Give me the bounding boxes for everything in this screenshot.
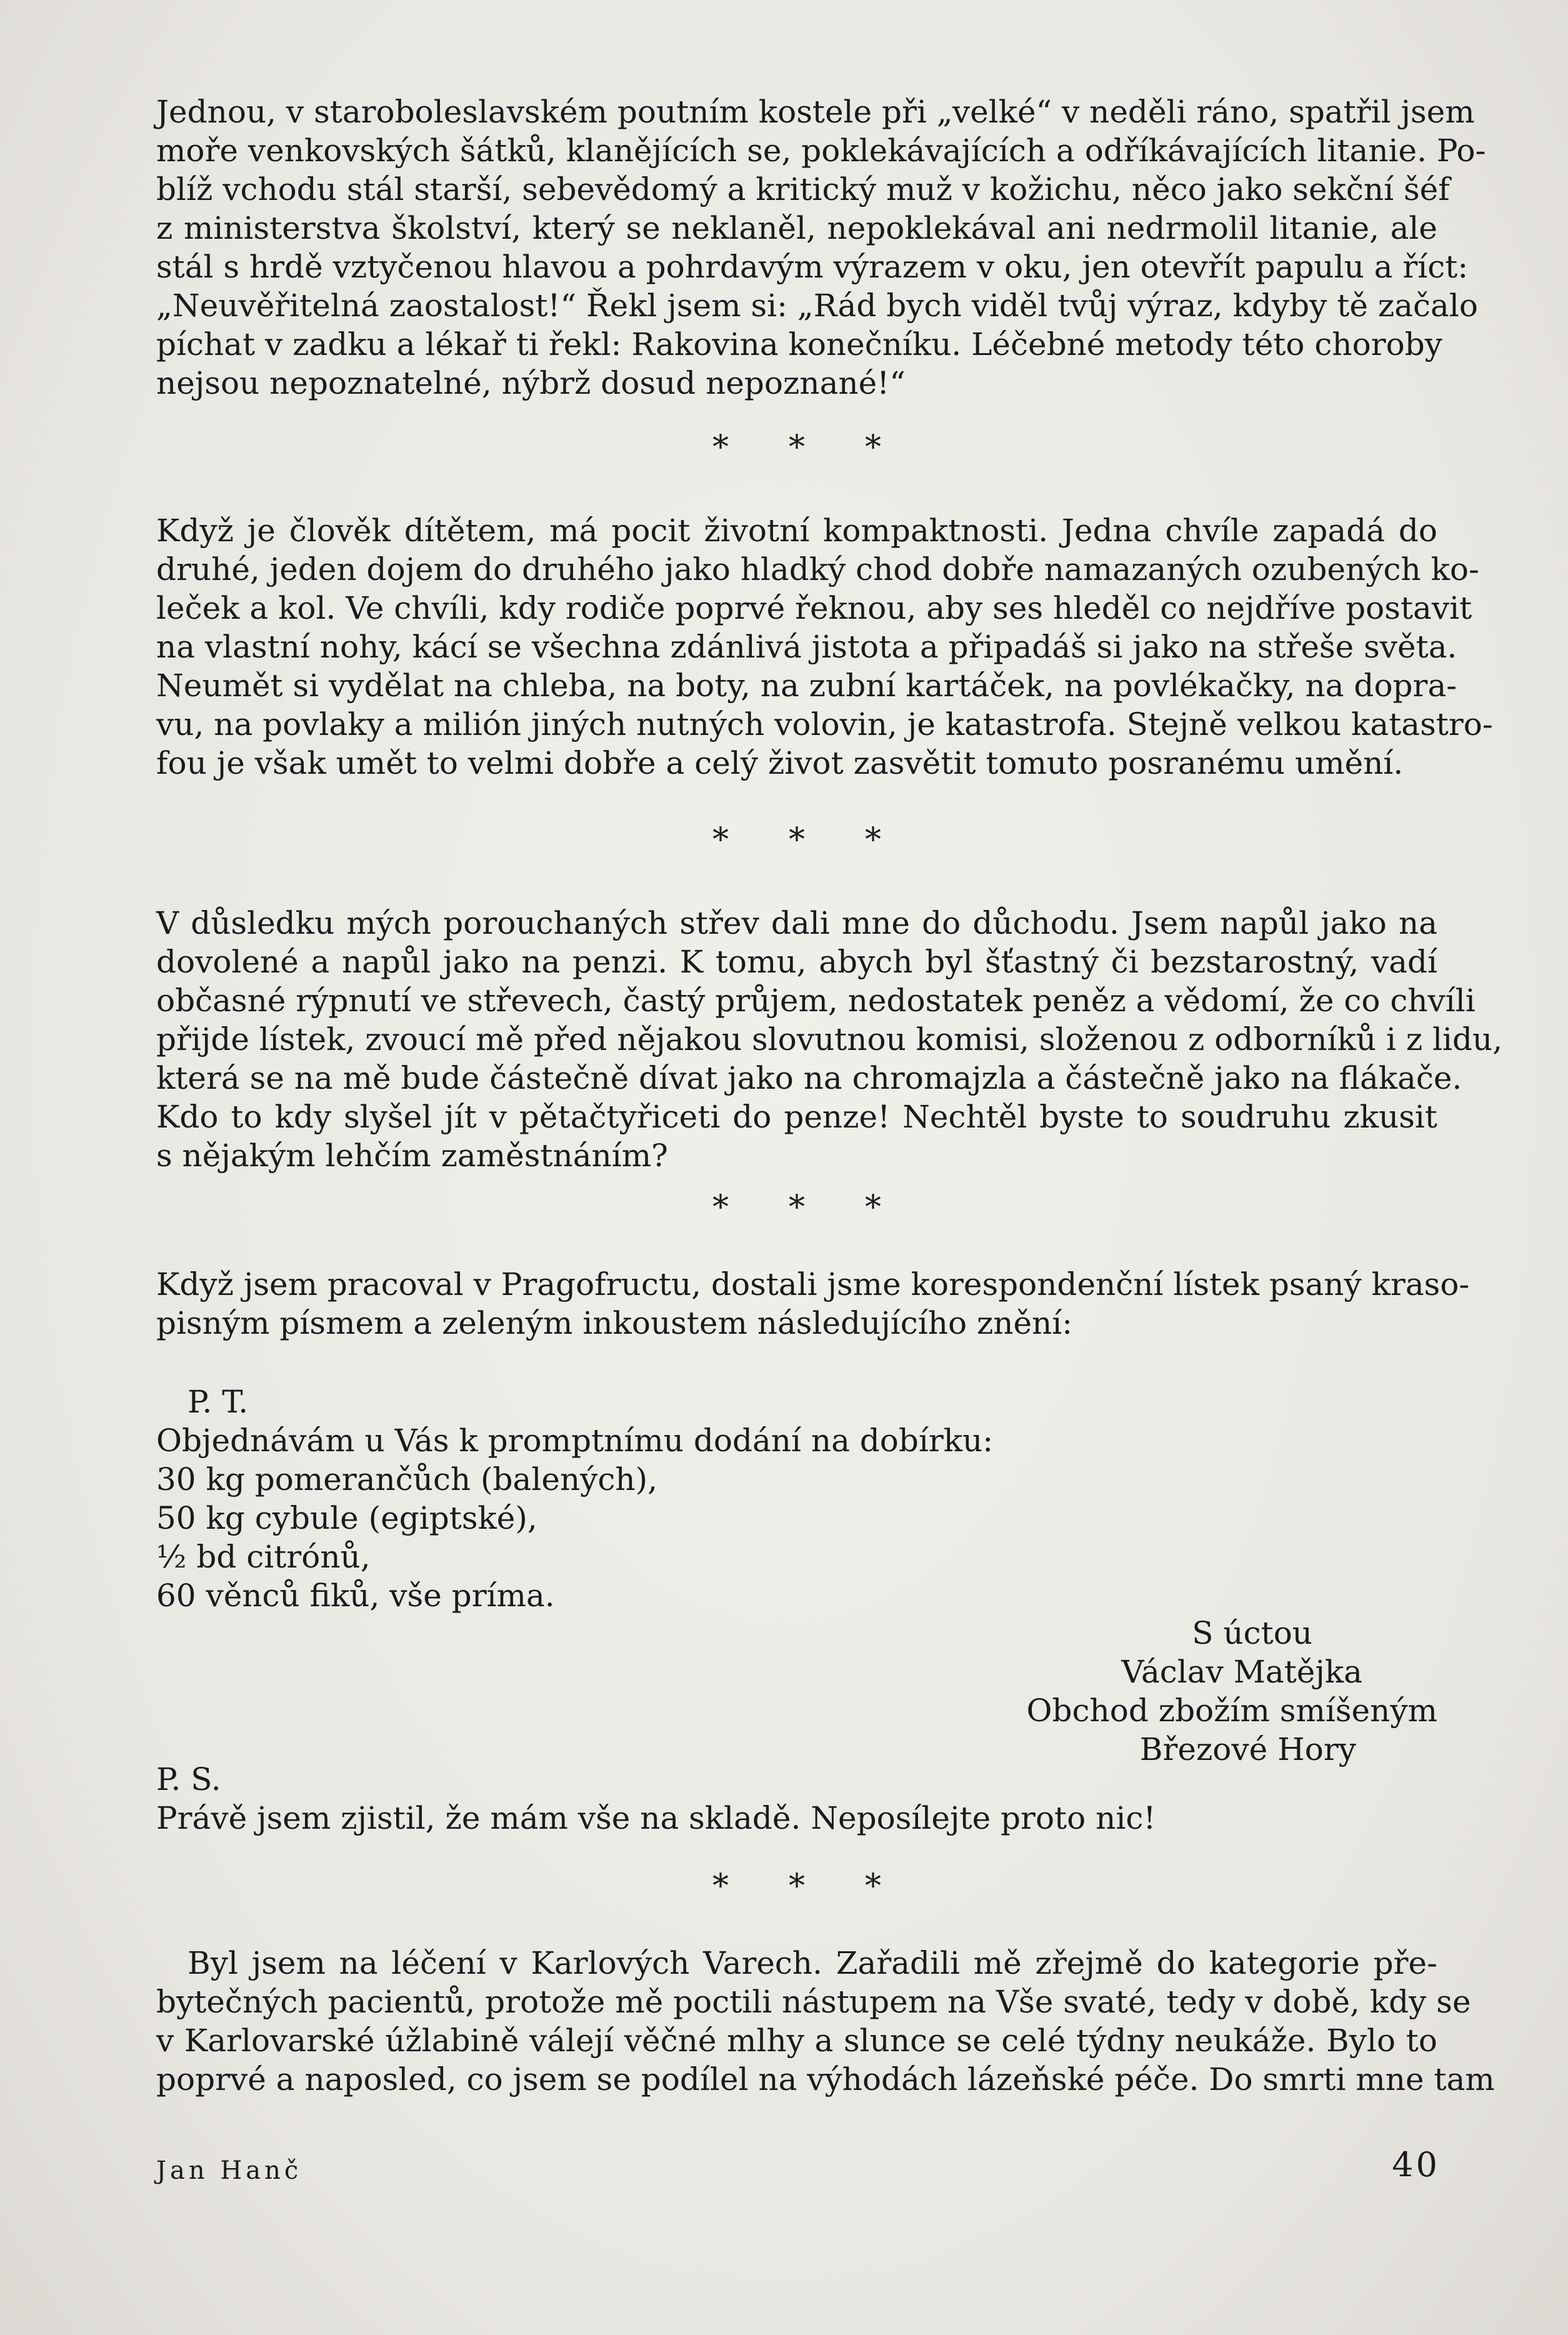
text-line: píchat v zadku a lékař ti řekl: Rakovina konečníku. Léčebné metody této choroby — [156, 326, 1442, 362]
letter-line: 50 kg cybule (egiptské), — [156, 1500, 537, 1536]
text-line: stál s hrdě vztyčenou hlavou a pohrdavým výrazem v oku, jen otevřít papulu a říct: — [156, 249, 1469, 285]
star: * — [712, 1868, 729, 1905]
postscript-label: P. S. — [156, 1761, 221, 1798]
signature-line: Václav Matějka — [1121, 1654, 1362, 1690]
text-line: druhé, jeden dojem do druhého jako hladký chod dobře namazaných ozubených ko- — [156, 551, 1479, 588]
paragraph-detstvi — [156, 511, 1493, 782]
paragraph-kostel — [156, 92, 1486, 402]
letter-line: ½ bd citrónů, — [156, 1539, 371, 1575]
section-separator — [156, 821, 1437, 859]
signature-line: Březové Hory — [1139, 1731, 1356, 1768]
signature-line: S úctou — [1192, 1615, 1312, 1651]
text-line: Kdo to kdy slyšel jít v pětačtyřiceti do penze! Nechtěl byste to soudruhu zkusit — [156, 1099, 1437, 1135]
text-line: Když je člověk dítětem, má pocit životní kompaktnosti. Jedna chvíle zapadá do — [156, 512, 1437, 549]
text-line: která se na mě bude částečně dívat jako na chromajzla a částečně jako na flákače. — [156, 1060, 1462, 1096]
postscript — [156, 1760, 1437, 1838]
text-line: poprvé a naposled, co jsem se podílel na výhodách lázeňské péče. Do smrti mne tam — [156, 2061, 1495, 2098]
text-line: nejsou nepoznatelné, nýbrž dosud nepoznané!“ — [156, 365, 906, 401]
star: * — [789, 1189, 805, 1226]
star: * — [712, 429, 729, 466]
text-line: fou je však umět to velmi dobře a celý život zasvětit tomuto posranému umění. — [156, 745, 1404, 781]
text-line: leček a kol. Ve chvíli, kdy rodiče poprvé řeknou, aby ses hleděl co nejdříve postavit — [156, 590, 1472, 626]
paragraph-pragofruct — [156, 1265, 1470, 1342]
section-separator — [156, 1868, 1437, 1905]
text-line: vu, na povlaky a milión jiných nutných volovin, je katastrofa. Stejně velkou katastro- — [156, 706, 1493, 742]
text-line: dovolené a napůl jako na penzi. K tomu, abych byl šťastný či bezstarostný, vadí — [156, 944, 1437, 980]
letter-line: Objednávám u Vás k promptnímu dodání na dobírku: — [156, 1422, 994, 1459]
text-line: Byl jsem na léčení v Karlových Varech. Zařadili mě zřejmě do kategorie pře- — [187, 1945, 1437, 1981]
star: * — [789, 429, 805, 466]
text-line: z ministerstva školství, který se neklaněl, nepoklekával ani nedrmolil litanie, ale — [156, 210, 1437, 246]
star: * — [712, 1189, 729, 1226]
star: * — [789, 1868, 805, 1905]
text-line: pisným písmem a zeleným inkoustem následujícího znění: — [156, 1305, 1073, 1341]
text-line: „Neuvěřitelná zaostalost!“ Řekl jsem si: „Rád bych viděl tvůj výraz, kdyby tě začalo — [156, 288, 1478, 324]
text-line: Neumět si vydělat na chleba, na boty, na zubní kartáček, na povlékačky, na dopra- — [156, 668, 1457, 704]
section-separator — [156, 1189, 1437, 1226]
text-line: V důsledku mých porouchaných střev dali mne do důchodu. Jsem napůl jako na — [156, 905, 1437, 941]
text-line: občasné rýpnutí ve střevech, častý průjem, nedostatek peněz a vědomí, že co chvíli — [156, 982, 1476, 1019]
text-line: s nějakým lehčím zaměstnáním? — [156, 1138, 668, 1174]
section-separator — [156, 429, 1437, 466]
text-line: Když jsem pracoval v Pragofructu, dostali jsme korespondenční lístek psaný kraso- — [156, 1266, 1470, 1302]
text-line: bytečných pacientů, protože mě poctili nástupem na Vše svaté, tedy v době, kdy se — [156, 1984, 1471, 2020]
star: * — [865, 1868, 881, 1905]
text-line: Jednou, v staroboleslavském poutním kostele při „velké“ v neděli ráno, spatřil jsem — [156, 94, 1475, 130]
star: * — [865, 1189, 881, 1226]
paragraph-karlovy-vary — [156, 1944, 1495, 2099]
text-line: v Karlovarské úžlabině válejí věčné mlhy a slunce se celé týdny neukáže. Bylo to — [156, 2022, 1437, 2059]
footer-author: Jan Hanč — [156, 2156, 302, 2185]
letter-line: 60 věnců fiků, vše príma. — [156, 1578, 555, 1614]
star: * — [865, 821, 881, 859]
text-line: blíž vchodu stál starší, sebevědomý a kritický muž v kožichu, něco jako sekční šéf — [156, 171, 1450, 208]
text-line: přijde lístek, zvoucí mě před nějakou slovutnou komisi, složenou z odborníků i z lidu, — [156, 1021, 1503, 1058]
postscript-text: Právě jsem zjistil, že mám vše na skladě. Neposílejte proto nic! — [156, 1800, 1156, 1836]
page-number: 40 — [1392, 2145, 1440, 2184]
paragraph-duchod — [156, 904, 1503, 1175]
star: * — [865, 429, 881, 466]
star: * — [712, 821, 729, 859]
quoted-letter — [156, 1382, 1437, 1615]
text-line: na vlastní nohy, kácí se všechna zdánlivá jistota a připadáš si jako na střeše světa. — [156, 629, 1457, 665]
signature-line: Obchod zbožím smíšeným — [1026, 1692, 1437, 1729]
star: * — [789, 821, 805, 859]
letter-salutation: P. T. — [187, 1384, 249, 1420]
text-line: moře venkovských šátků, klanějících se, poklekávajících a odříkávajících litanie. Po- — [156, 132, 1486, 169]
letter-line: 30 kg pomerančůch (balených), — [156, 1461, 658, 1498]
